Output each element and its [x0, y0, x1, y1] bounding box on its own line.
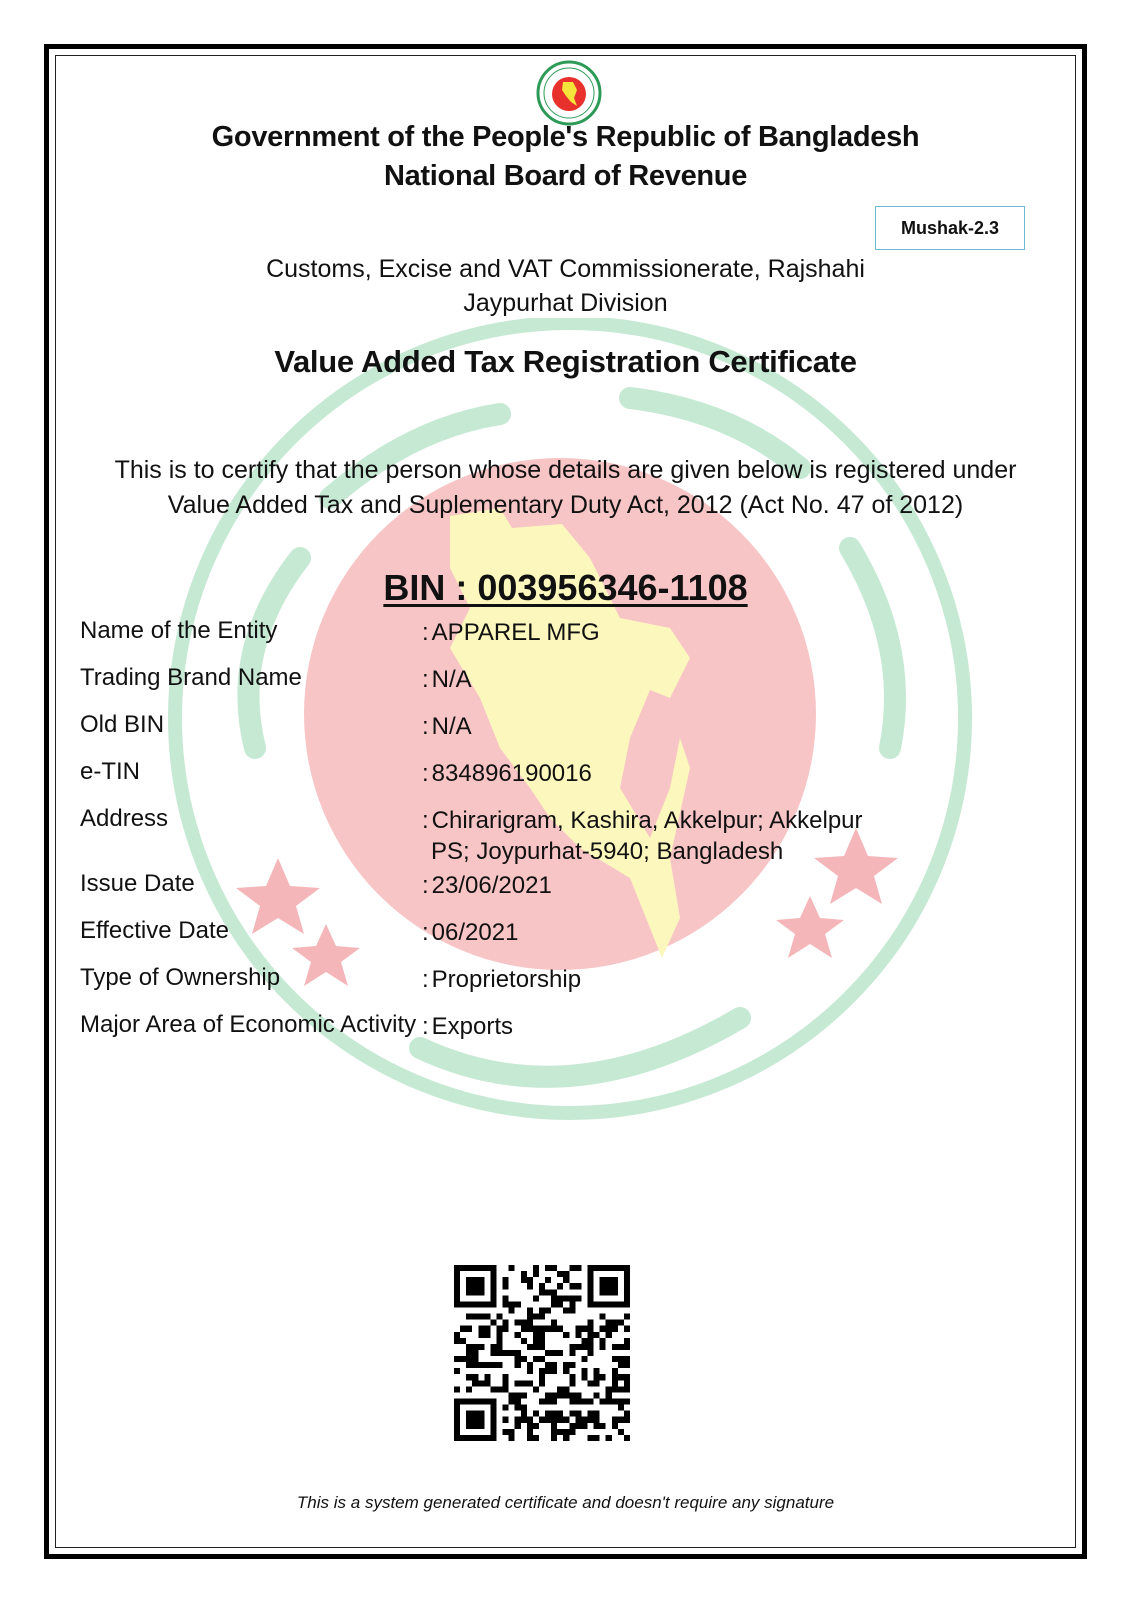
government-title: Government of the People's Republic of Bangladesh [211, 121, 920, 153]
detail-label: Name of the Entity [80, 617, 278, 644]
commissionerate: Customs, Excise and VAT Commissionerate, Rajshahi [266, 255, 865, 283]
colon: : [422, 1013, 429, 1040]
detail-value: APPAREL MFG [431, 619, 600, 646]
certificate-title: Value Added Tax Registration Certificate [274, 344, 857, 379]
detail-label: Effective Date [80, 917, 229, 944]
detail-label: Major Area of Economic Activity [80, 1011, 417, 1038]
detail-value: 834896190016 [431, 760, 592, 787]
qr-code [454, 1265, 630, 1441]
detail-value: Proprietorship [431, 966, 582, 993]
form-number-badge: Mushak-2.3 [875, 206, 1025, 250]
government-emblem [536, 60, 602, 126]
certify-statement-line2: Value Added Tax and Suplementary Duty Act, 2012 (Act No. 47 of 2012) [167, 491, 964, 519]
detail-value: 23/06/2021 [431, 872, 552, 899]
detail-label: Type of Ownership [80, 964, 281, 991]
colon: : [422, 872, 429, 899]
detail-label: Trading Brand Name [80, 664, 302, 691]
system-generated-note: This is a system generated certificate and doesn't require any signature [296, 1493, 835, 1512]
colon: : [422, 760, 429, 787]
colon: : [422, 619, 429, 646]
colon: : [422, 666, 429, 693]
bin-number [0, 567, 1131, 609]
detail-label: e-TIN [80, 758, 140, 785]
colon: : [422, 966, 429, 993]
division: Jaypurhat Division [463, 289, 668, 317]
detail-label: Issue Date [80, 870, 195, 897]
certify-statement-line1: This is to certify that the person whose details are given below is registered under [114, 456, 1017, 484]
detail-value: Exports [431, 1013, 514, 1040]
detail-value: N/A [431, 713, 472, 740]
detail-label: Address [80, 805, 169, 832]
detail-label: Old BIN [80, 711, 165, 738]
detail-value: 06/2021 [431, 919, 519, 946]
detail-value: Chirarigram, Kashira, Akkelpur; Akkelpur PS; Joypurhat-5940; Bangladesh [431, 807, 863, 865]
colon: : [422, 713, 429, 740]
colon: : [422, 919, 429, 946]
colon: : [422, 807, 429, 834]
board-title: National Board of Revenue [383, 160, 748, 192]
detail-value: N/A [431, 666, 472, 693]
bin-text: BIN : 003956346-1108 [383, 567, 748, 608]
